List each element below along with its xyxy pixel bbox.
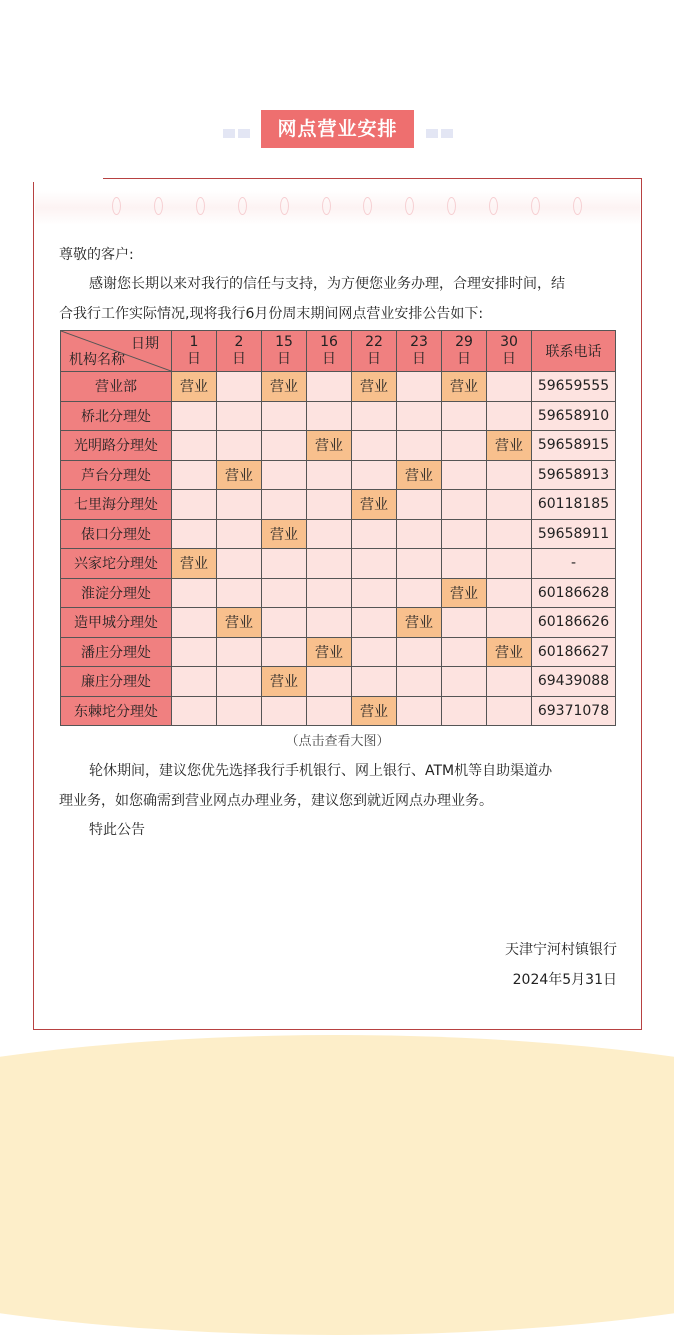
- notice-line-1: 轮休期间，建议您优先选择我行手机银行、网上银行、ATM机等自助渠道办: [89, 763, 553, 779]
- closed-day-cell: [487, 490, 532, 520]
- open-day-cell: 营业: [352, 490, 397, 520]
- notice-card: [33, 178, 642, 1030]
- closed-day-cell: [352, 578, 397, 608]
- ring-decor: [280, 197, 289, 215]
- branch-name: 造甲城分理处: [61, 608, 172, 638]
- open-day-cell: 营业: [262, 519, 307, 549]
- date-header: 16 日: [307, 331, 352, 372]
- closed-day-cell: [442, 460, 487, 490]
- table-row: [61, 460, 616, 490]
- closed-day-cell: [397, 490, 442, 520]
- open-day-cell: 营业: [487, 431, 532, 461]
- open-day-cell: 营业: [397, 608, 442, 638]
- closed-day-cell: [307, 608, 352, 638]
- closed-day-cell: [172, 431, 217, 461]
- date-header: 23 日: [397, 331, 442, 372]
- closed-day-cell: [397, 578, 442, 608]
- closed-day-cell: [262, 431, 307, 461]
- date-header: 22 日: [352, 331, 397, 372]
- closed-day-cell: [487, 460, 532, 490]
- branch-name: 七里海分理处: [61, 490, 172, 520]
- corner-date-label: 日期: [131, 336, 159, 352]
- ring-decor: [112, 197, 121, 215]
- closed-day-cell: [487, 549, 532, 579]
- open-day-cell: 营业: [172, 549, 217, 579]
- open-day-cell: 营业: [217, 460, 262, 490]
- closed-day-cell: [217, 637, 262, 667]
- branch-name: 廉庄分理处: [61, 667, 172, 697]
- date-header: 2 日: [217, 331, 262, 372]
- closed-day-cell: [352, 401, 397, 431]
- open-day-cell: 营业: [352, 696, 397, 726]
- branch-name: 东棘坨分理处: [61, 696, 172, 726]
- closed-day-cell: [487, 696, 532, 726]
- table-row: [61, 490, 616, 520]
- closed-day-cell: [262, 696, 307, 726]
- ring-decor: [405, 197, 414, 215]
- closed-day-cell: [307, 401, 352, 431]
- date-header: 1 日: [172, 331, 217, 372]
- closed-day-cell: [487, 608, 532, 638]
- date-header: 29 日: [442, 331, 487, 372]
- phone-header: 联系电话: [532, 331, 616, 372]
- branch-name: 芦台分理处: [61, 460, 172, 490]
- ring-decoration: [112, 197, 582, 221]
- closed-day-cell: [442, 401, 487, 431]
- open-day-cell: 营业: [172, 372, 217, 402]
- closed-day-cell: [397, 667, 442, 697]
- closed-day-cell: [172, 637, 217, 667]
- closed-day-cell: [352, 431, 397, 461]
- phone-number: 60186627: [532, 637, 616, 667]
- closed-day-cell: [397, 431, 442, 461]
- closed-day-cell: [307, 667, 352, 697]
- open-day-cell: 营业: [397, 460, 442, 490]
- table-row: [61, 696, 616, 726]
- ring-decor: [447, 197, 456, 215]
- phone-number: 69439088: [532, 667, 616, 697]
- phone-number: -: [532, 549, 616, 579]
- closed-day-cell: [262, 608, 307, 638]
- closed-day-cell: [442, 490, 487, 520]
- date-header: 30 日: [487, 331, 532, 372]
- table-row: [61, 549, 616, 579]
- closed-day-cell: [307, 490, 352, 520]
- open-day-cell: 营业: [262, 667, 307, 697]
- open-day-cell: 营业: [442, 578, 487, 608]
- closed-day-cell: [397, 549, 442, 579]
- corner-header: [61, 331, 172, 372]
- table-header-row: [61, 331, 616, 372]
- closed-day-cell: [307, 549, 352, 579]
- closed-day-cell: [487, 372, 532, 402]
- intro-line-1: 感谢您长期以来对我行的信任与支持，为方便您业务办理，合理安排时间，结: [89, 276, 565, 292]
- closed-day-cell: [352, 519, 397, 549]
- closed-day-cell: [172, 667, 217, 697]
- closed-day-cell: [217, 490, 262, 520]
- title-deco-left-1: [223, 129, 235, 138]
- ring-decor: [154, 197, 163, 215]
- branch-name: 桥北分理处: [61, 401, 172, 431]
- closed-day-cell: [172, 696, 217, 726]
- closed-day-cell: [307, 460, 352, 490]
- table-row: [61, 372, 616, 402]
- title-deco-left-2: [238, 129, 250, 138]
- closed-day-cell: [352, 460, 397, 490]
- notice-date: 2024年5月31日: [512, 972, 617, 988]
- title-deco-right-2: [441, 129, 453, 138]
- signature: 天津宁河村镇银行: [505, 942, 617, 958]
- closed-day-cell: [397, 372, 442, 402]
- closed-day-cell: [172, 490, 217, 520]
- closed-day-cell: [262, 549, 307, 579]
- ring-decor: [238, 197, 247, 215]
- open-day-cell: 营业: [217, 608, 262, 638]
- branch-name: 光明路分理处: [61, 431, 172, 461]
- closed-day-cell: [172, 401, 217, 431]
- closed-day-cell: [397, 696, 442, 726]
- greeting: 尊敬的客户:: [59, 247, 134, 263]
- phone-number: 59658915: [532, 431, 616, 461]
- closed-day-cell: [262, 578, 307, 608]
- view-large-image-link[interactable]: （点击查看大图）: [285, 734, 390, 749]
- ring-decor: [573, 197, 582, 215]
- closed-day-cell: [487, 519, 532, 549]
- closed-day-cell: [442, 667, 487, 697]
- open-day-cell: 营业: [442, 372, 487, 402]
- ring-decor: [322, 197, 331, 215]
- open-day-cell: 营业: [487, 637, 532, 667]
- open-day-cell: 营业: [352, 372, 397, 402]
- branch-name: 潘庄分理处: [61, 637, 172, 667]
- closing-text: 特此公告: [89, 822, 145, 838]
- closed-day-cell: [217, 696, 262, 726]
- closed-day-cell: [442, 549, 487, 579]
- page-title: 网点营业安排: [261, 110, 414, 148]
- phone-number: 59659555: [532, 372, 616, 402]
- closed-day-cell: [307, 578, 352, 608]
- phone-number: 60186628: [532, 578, 616, 608]
- closed-day-cell: [352, 667, 397, 697]
- closed-day-cell: [217, 519, 262, 549]
- phone-number: 60186626: [532, 608, 616, 638]
- open-day-cell: 营业: [262, 372, 307, 402]
- phone-number: 69371078: [532, 696, 616, 726]
- closed-day-cell: [217, 578, 262, 608]
- closed-day-cell: [217, 549, 262, 579]
- branch-name: 兴家坨分理处: [61, 549, 172, 579]
- phone-number: 59658910: [532, 401, 616, 431]
- closed-day-cell: [262, 490, 307, 520]
- open-day-cell: 营业: [307, 637, 352, 667]
- closed-day-cell: [217, 401, 262, 431]
- ring-decor: [489, 197, 498, 215]
- closed-day-cell: [307, 519, 352, 549]
- card-corner-gap: [33, 178, 103, 182]
- closed-day-cell: [217, 667, 262, 697]
- branch-name: 营业部: [61, 372, 172, 402]
- ring-decor: [196, 197, 205, 215]
- table-row: [61, 637, 616, 667]
- ring-decor: [363, 197, 372, 215]
- title-deco-right-1: [426, 129, 438, 138]
- closed-day-cell: [487, 667, 532, 697]
- closed-day-cell: [442, 431, 487, 461]
- date-header: 15 日: [262, 331, 307, 372]
- notice-line-2: 理业务，如您确需到营业网点办理业务，建议您到就近网点办理业务。: [59, 793, 493, 809]
- intro-line-2: 合我行工作实际情况,现将我行6月份周末期间网点营业安排公告如下:: [59, 306, 484, 322]
- closed-day-cell: [442, 608, 487, 638]
- closed-day-cell: [307, 372, 352, 402]
- table-row: [61, 608, 616, 638]
- branch-name: 俵口分理处: [61, 519, 172, 549]
- table-row: [61, 667, 616, 697]
- closed-day-cell: [442, 696, 487, 726]
- closed-day-cell: [397, 637, 442, 667]
- closed-day-cell: [487, 401, 532, 431]
- phone-number: 59658913: [532, 460, 616, 490]
- closed-day-cell: [172, 519, 217, 549]
- closed-day-cell: [307, 696, 352, 726]
- phone-number: 60118185: [532, 490, 616, 520]
- branch-name: 淮淀分理处: [61, 578, 172, 608]
- title-section: [0, 110, 674, 148]
- closed-day-cell: [262, 637, 307, 667]
- open-day-cell: 营业: [307, 431, 352, 461]
- closed-day-cell: [487, 578, 532, 608]
- closed-day-cell: [397, 519, 442, 549]
- footer-arc: [0, 1035, 674, 1335]
- closed-day-cell: [442, 637, 487, 667]
- closed-day-cell: [352, 637, 397, 667]
- closed-day-cell: [172, 608, 217, 638]
- phone-number: 59658911: [532, 519, 616, 549]
- closed-day-cell: [442, 519, 487, 549]
- table-row: [61, 431, 616, 461]
- closed-day-cell: [172, 460, 217, 490]
- closed-day-cell: [262, 460, 307, 490]
- table-row: [61, 401, 616, 431]
- closed-day-cell: [172, 578, 217, 608]
- closed-day-cell: [217, 431, 262, 461]
- closed-day-cell: [352, 608, 397, 638]
- ring-decor: [531, 197, 540, 215]
- table-row: [61, 578, 616, 608]
- table-body: [61, 372, 616, 726]
- table-row: [61, 519, 616, 549]
- closed-day-cell: [352, 549, 397, 579]
- closed-day-cell: [262, 401, 307, 431]
- closed-day-cell: [397, 401, 442, 431]
- schedule-table[interactable]: [60, 330, 616, 726]
- closed-day-cell: [217, 372, 262, 402]
- corner-org-label: 机构名称: [69, 352, 125, 368]
